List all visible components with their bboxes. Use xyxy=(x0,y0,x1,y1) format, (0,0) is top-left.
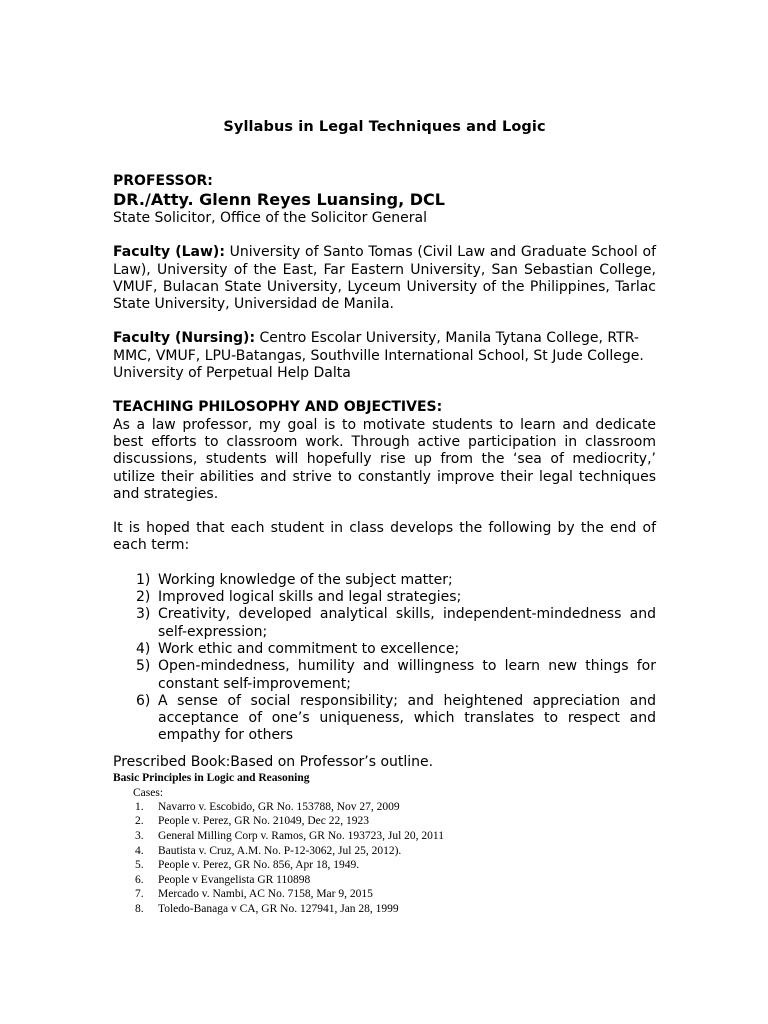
list-item xyxy=(113,844,656,859)
philosophy-paragraph: As a law professor, my goal is to motivate students to learn and dedicate best efforts to classroom work. Through active participation in classroom discussions, students will hopefully rise up from the ‘sea of mediocrity,’ utilize their abilities and strive to constantly improve their legal techniques and strategies. xyxy=(113,416,656,502)
faculty-law-label: Faculty (Law): xyxy=(113,244,225,261)
faculty-nursing-paragraph xyxy=(113,330,656,382)
faculty-nursing-label: Faculty (Nursing): xyxy=(113,330,256,347)
list-item-text: People v. Perez, GR No. 21049, Dec 22, 1923 xyxy=(158,815,370,828)
list-item-text: Bautista v. Cruz, A.M. No. P-12-3062, Jul 25, 2012). xyxy=(158,844,402,857)
list-item xyxy=(113,658,656,693)
list-item xyxy=(113,606,656,641)
list-item xyxy=(113,887,656,902)
list-item xyxy=(113,858,656,873)
list-item xyxy=(113,693,656,745)
list-item-text: A sense of social responsibility; and heightened appreciation and acceptance of one’s uniqueness, which translates to respect and empathy for others xyxy=(158,692,656,744)
professor-label: PROFESSOR: xyxy=(113,173,213,189)
list-item-number: 5) xyxy=(136,658,151,675)
list-item xyxy=(113,902,656,917)
list-item-number: 6) xyxy=(136,692,151,709)
list-item xyxy=(113,589,656,606)
list-item-text: Mercado v. Nambi, AC No. 7158, Mar 9, 2015 xyxy=(158,888,373,901)
list-item-text: Toledo-Banaga v CA, GR No. 127941, Jan 28, 1999 xyxy=(158,902,399,915)
cases-label: Cases: xyxy=(133,786,164,799)
list-item-number: 6. xyxy=(135,873,144,886)
list-item-number: 1. xyxy=(135,800,144,813)
list-item-number: 3) xyxy=(136,606,151,623)
section-heading: Basic Principles in Logic and Reasoning xyxy=(113,771,310,784)
list-item-number: 8. xyxy=(135,902,144,915)
objectives-list xyxy=(113,572,656,745)
faculty-law-paragraph xyxy=(113,244,656,313)
list-item-text: General Milling Corp v. Ramos, GR No. 193723, Jul 20, 2011 xyxy=(158,829,444,842)
list-item-text: Working knowledge of the subject matter; xyxy=(158,571,453,588)
professor-position: State Solicitor, Office of the Solicitor General xyxy=(113,210,427,226)
cases-list xyxy=(113,800,656,917)
list-item xyxy=(113,572,656,589)
syllabus-body xyxy=(113,116,656,916)
faculty-law-text: University of Santo Tomas (Civil Law and Graduate School of Law), University of the East, Far Eastern University, San Sebastian College, VMUF, Bulacan State University, Lyceum University of the Philippines, Tarlac State University, Universidad de Manila. xyxy=(113,244,656,313)
list-item xyxy=(113,641,656,658)
list-item-text: Improved logical skills and legal strategies; xyxy=(158,589,462,606)
list-item-text: People v Evangelista GR 110898 xyxy=(158,873,311,886)
list-item xyxy=(113,873,656,888)
list-item-text: People v. Perez, GR No. 856, Apr 18, 1949. xyxy=(158,859,360,872)
list-item xyxy=(113,800,656,815)
philosophy-heading: TEACHING PHILOSOPHY AND OBJECTIVES: xyxy=(113,399,443,416)
list-item-number: 2. xyxy=(135,815,144,828)
list-item-text: Creativity, developed analytical skills, independent-mindedness and self-expression; xyxy=(158,606,656,640)
list-item-number: 7. xyxy=(135,888,144,901)
list-item-number: 4. xyxy=(135,844,144,857)
list-item-text: Navarro v. Escobido, GR No. 153788, Nov 27, 2009 xyxy=(158,800,400,813)
list-item-text: Work ethic and commitment to excellence; xyxy=(158,640,460,657)
list-item xyxy=(113,829,656,844)
list-item-number: 3. xyxy=(135,829,144,842)
faculty-nursing-text: Centro Escolar University, Manila Tytana College, RTR-MMC, VMUF, LPU-Batangas, Southville International School, St Jude College. University of Perpetual Help Dalta xyxy=(113,330,644,382)
list-item-number: 1) xyxy=(136,571,151,588)
professor-name: DR./Atty. Glenn Reyes Luansing, DCL xyxy=(113,190,445,209)
list-item-number: 2) xyxy=(136,589,151,606)
prescribed-book: Prescribed Book:Based on Professor’s outline. xyxy=(113,753,434,770)
list-item-text: Open-mindedness, humility and willingness to learn new things for constant self-improvement; xyxy=(158,658,656,692)
list-item-number: 4) xyxy=(136,640,151,657)
document-title: Syllabus in Legal Techniques and Logic xyxy=(223,119,546,135)
list-item xyxy=(113,814,656,829)
list-item-number: 5. xyxy=(135,859,144,872)
objectives-intro: It is hoped that each student in class develops the following by the end of each term: xyxy=(113,520,656,554)
